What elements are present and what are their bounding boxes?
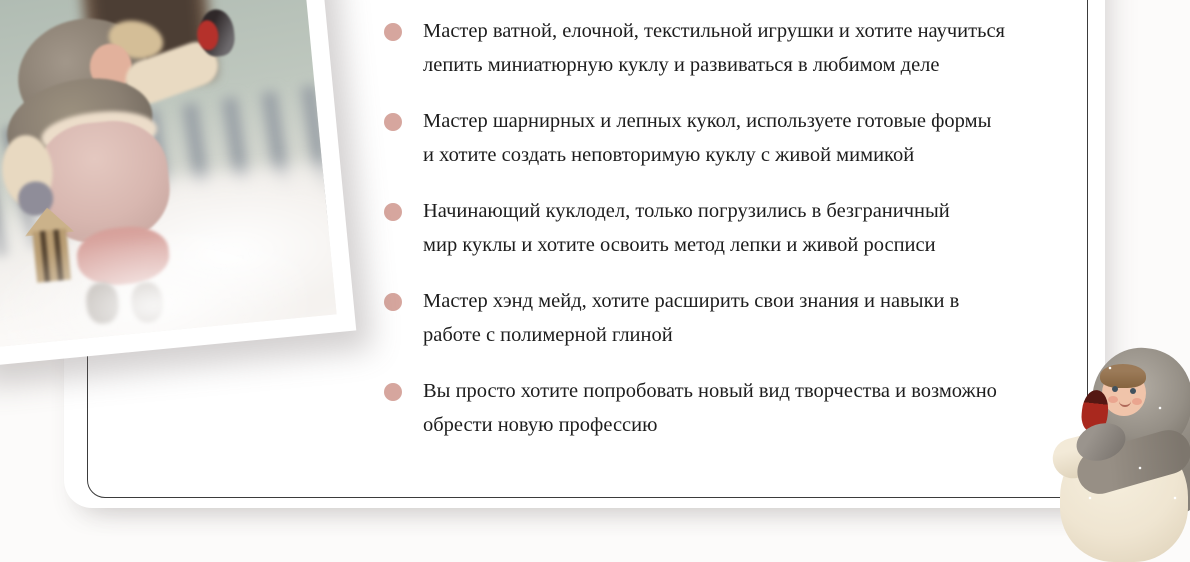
bullet-dot-icon bbox=[384, 23, 402, 41]
line: лепить миниатюрную куклу и развиваться в любимом деле bbox=[423, 54, 940, 76]
snow-speckles bbox=[1040, 348, 1190, 542]
line: Начинающий куклодел, только погрузились в безграничный bbox=[423, 200, 950, 222]
list-item bbox=[384, 194, 1024, 262]
list-item bbox=[384, 104, 1024, 172]
list-item-text bbox=[423, 194, 950, 262]
winter-doll-photo-scene bbox=[0, 0, 337, 348]
line: Мастер хэнд мейд, хотите расширить свои знания и навыки в bbox=[423, 290, 960, 312]
list-item-text bbox=[423, 284, 959, 352]
line: и хотите создать неповторимую куклу с живой мимикой bbox=[423, 144, 915, 166]
list-item bbox=[384, 374, 1024, 442]
line: работе с полимерной глиной bbox=[423, 324, 673, 346]
list-item bbox=[384, 284, 1024, 352]
bullet-dot-icon bbox=[384, 293, 402, 311]
line: обрести новую профессию bbox=[423, 414, 658, 436]
bullet-dot-icon bbox=[384, 383, 402, 401]
list-item-text bbox=[423, 104, 991, 172]
line: Мастер шарнирных и лепных кукол, используете готовые формы bbox=[423, 110, 992, 132]
list-item-text bbox=[423, 14, 1005, 82]
polaroid-photo bbox=[0, 0, 356, 368]
line: Вы просто хотите попробовать новый вид творчества и возможно bbox=[423, 380, 997, 402]
list-item-text bbox=[423, 374, 997, 442]
bullet-dot-icon bbox=[384, 203, 402, 221]
bullet-dot-icon bbox=[384, 113, 402, 131]
doll-cutout bbox=[1040, 348, 1190, 542]
doll-figure bbox=[0, 0, 280, 345]
list-item bbox=[384, 14, 1024, 82]
line: Мастер ватной, елочной, текстильной игрушки и хотите научиться bbox=[423, 20, 1005, 42]
audience-list bbox=[384, 14, 1024, 464]
line: мир куклы и хотите освоить метод лепки и живой росписи bbox=[423, 234, 936, 256]
